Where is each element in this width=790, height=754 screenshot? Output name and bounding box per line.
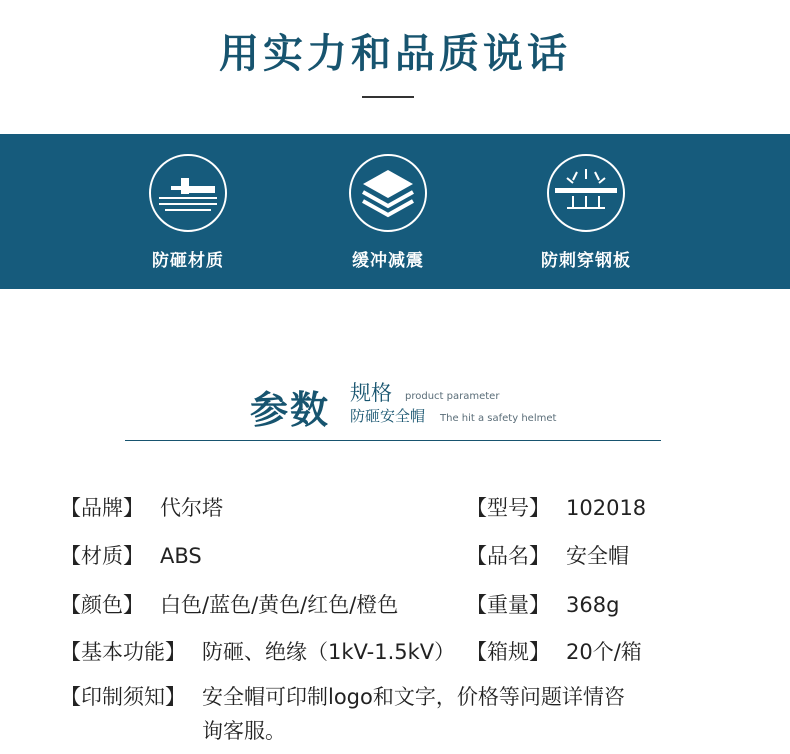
- spec-key: 【重量】: [466, 593, 550, 617]
- spec-key: 【型号】: [466, 496, 550, 520]
- spec-key: 【品牌】: [60, 496, 144, 520]
- spec-color: [60, 589, 398, 619]
- feature-band: [0, 134, 790, 289]
- spec-value: 防砸、绝缘（1kV-1.5kV）: [202, 640, 456, 664]
- feature-puncture: [496, 154, 676, 271]
- params-divider: [125, 440, 661, 441]
- feature-anti-smash: [98, 154, 278, 271]
- spec-value: 代尔塔: [160, 496, 223, 520]
- spec-material: [60, 540, 202, 570]
- spec-box: [466, 636, 642, 666]
- spec-key: 【材质】: [60, 544, 144, 568]
- anvil-impact-icon: [149, 154, 227, 232]
- params-title: [250, 375, 590, 435]
- spec-value: 安全帽可印制logo和文字，价格等问题详情咨询客服。: [202, 685, 625, 743]
- feature-label: 缓冲减震: [352, 251, 424, 271]
- feature-cushion: [298, 154, 478, 271]
- spec-weight: [466, 589, 619, 619]
- spec-name: [466, 540, 629, 570]
- headline: 用实力和品质说话: [219, 31, 571, 77]
- spec-brand: [60, 492, 223, 522]
- params-title-main: 参数: [250, 388, 331, 432]
- spec-key: 【基本功能】: [60, 640, 186, 664]
- params-title-sub: 规格: [350, 381, 392, 405]
- feature-label: 防砸材质: [152, 251, 224, 271]
- spec-model: [466, 492, 646, 522]
- spec-printing: [60, 680, 660, 748]
- spec-value: ABS: [160, 544, 202, 568]
- params-title-english: product parameter: [405, 391, 500, 402]
- stacked-layers-icon: [349, 154, 427, 232]
- spec-value: 安全帽: [566, 544, 629, 568]
- params-title-product-english: The hit a safety helmet: [440, 413, 557, 424]
- spec-function: [60, 636, 455, 666]
- spec-value: 102018: [566, 496, 647, 520]
- spec-key: 【品名】: [466, 544, 550, 568]
- puncture-plate-icon: [547, 154, 625, 232]
- spec-key: 【颜色】: [60, 593, 144, 617]
- params-title-product: 防砸安全帽: [350, 407, 426, 425]
- spec-value: 368g: [566, 593, 620, 617]
- spec-key: 【箱规】: [466, 640, 550, 664]
- spec-value: 20个/箱: [566, 640, 642, 664]
- headline-underline: [362, 96, 414, 98]
- feature-label: 防刺穿钢板: [541, 251, 631, 271]
- spec-key: 【印制须知】: [60, 685, 186, 709]
- spec-value: 白色/蓝色/黄色/红色/橙色: [160, 593, 399, 617]
